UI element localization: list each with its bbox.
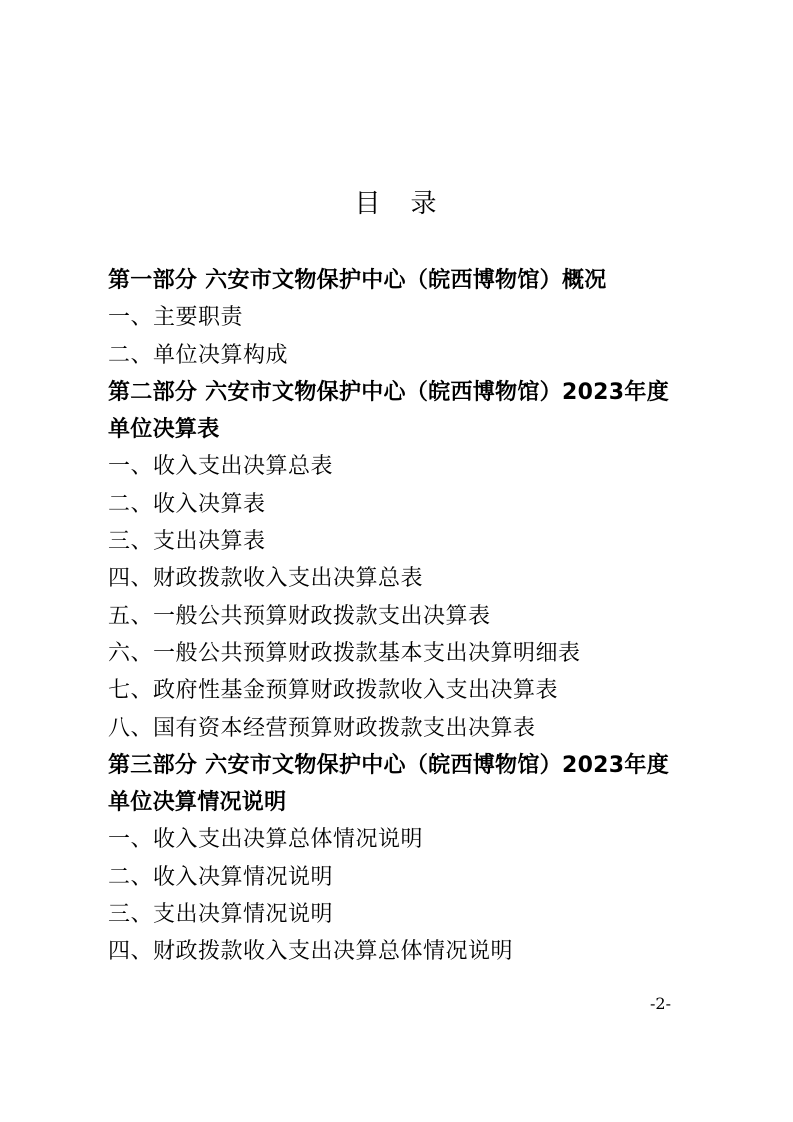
page-number: -2- [650, 994, 671, 1013]
toc-item: 五、一般公共预算财政拨款支出决算表 [108, 603, 491, 629]
toc-item: 二、单位决算构成 [108, 342, 289, 368]
toc-item: 一、主要职责 [108, 305, 244, 331]
table-of-contents [108, 262, 708, 971]
toc-item: 二、收入决算情况说明 [108, 864, 334, 890]
toc-part-heading: 第一部分 六安市文物保护中心（皖西博物馆）概况 [108, 268, 607, 293]
toc-item: 六、一般公共预算财政拨款基本支出决算明细表 [108, 640, 581, 666]
toc-item: 七、政府性基金预算财政拨款收入支出决算表 [108, 678, 559, 704]
toc-item: 一、收入支出决算总表 [108, 454, 334, 480]
toc-item: 一、收入支出决算总体情况说明 [108, 827, 424, 853]
toc-item: 二、收入决算表 [108, 491, 266, 517]
toc-part-heading-continued: 单位决算情况说明 [108, 790, 287, 816]
page-title: 目 录 [354, 189, 439, 219]
toc-part-heading-continued: 单位决算表 [108, 417, 220, 443]
toc-item: 四、财政拨款收入支出决算总表 [108, 566, 424, 592]
toc-part-heading: 第二部分 六安市文物保护中心（皖西博物馆）2023年度 [108, 379, 669, 405]
toc-part-heading: 第三部分 六安市文物保护中心（皖西博物馆）2023年度 [108, 752, 669, 778]
toc-item: 三、支出决算表 [108, 529, 266, 555]
toc-item: 三、支出决算情况说明 [108, 902, 334, 928]
toc-item: 八、国有资本经营预算财政拨款支出决算表 [108, 715, 536, 741]
toc-item: 四、财政拨款收入支出决算总体情况说明 [108, 939, 514, 965]
